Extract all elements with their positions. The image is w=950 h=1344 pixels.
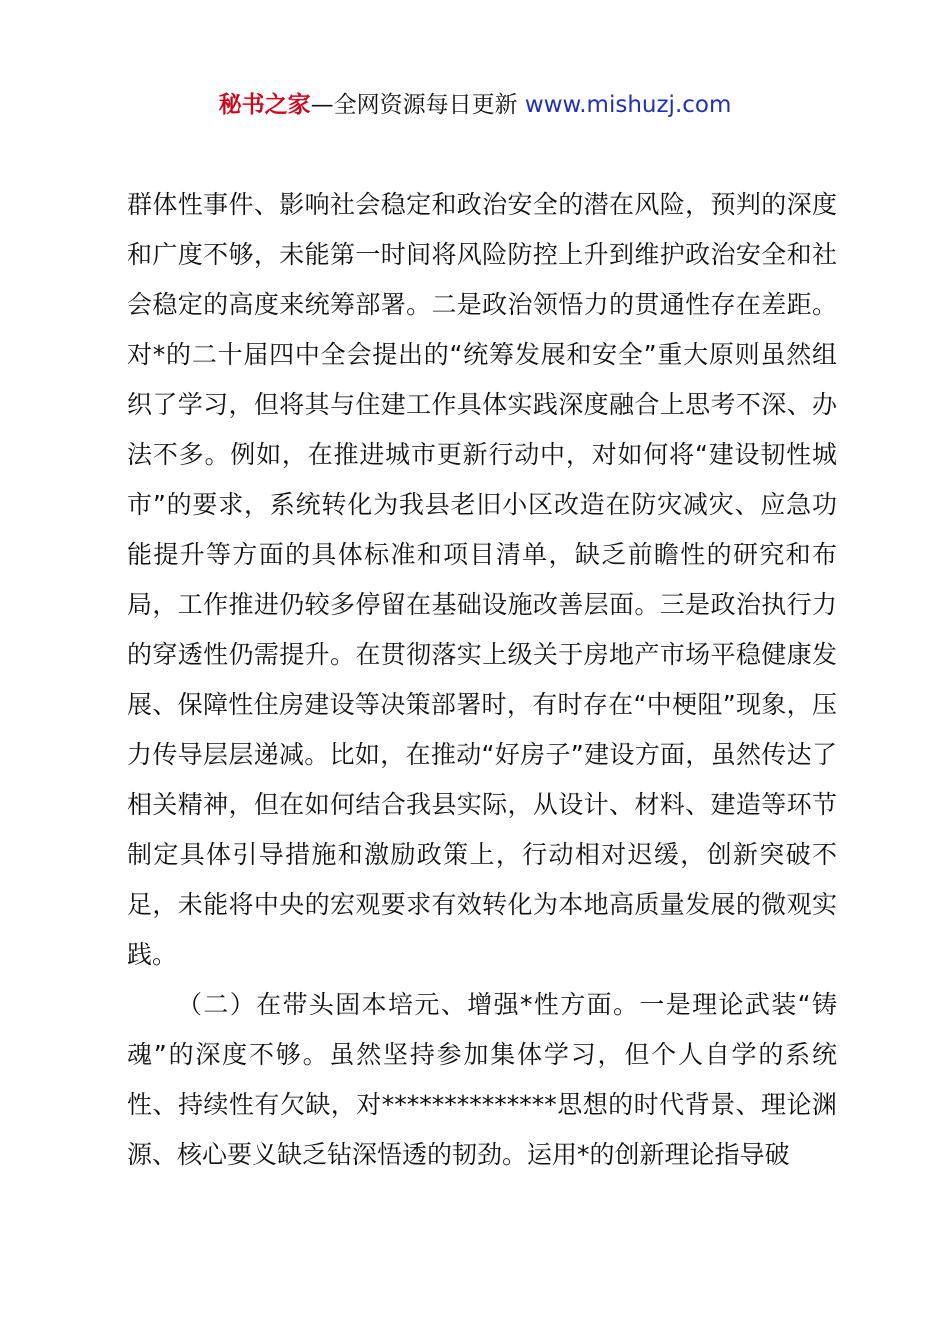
- page-header: [0, 88, 950, 122]
- body-paragraph: （二）在带头固本培元、增强*性方面。一是理论武装“铸魂”的深度不够。虽然坚持参加集体学习，但个人自学的系统性、持续性有欠缺，对**************思想的时代背景、理论渊源、核心要义缺乏钻深悟透的韧劲。运用*的创新理论指导破: [127, 990, 837, 1169]
- header-url[interactable]: www.mishuzj.com: [524, 92, 732, 118]
- brand-name: 秘书之家: [218, 92, 311, 118]
- header-tagline: —全网资源每日更新: [310, 92, 525, 118]
- body-paragraph: 群体性事件、影响社会稳定和政治安全的潜在风险，预判的深度和广度不够，未能第一时间将风险防控上升到维护政治安全和社会稳定的高度来统筹部署。二是政治领悟力的贯通性存在差距。对*的二十届四中全会提出的“统筹发展和安全”重大原则虽然组织了学习，但将其与住建工作具体实践深度融合上思考不深、办法不多。例如，在推进城市更新行动中，对如何将“建设韧性城市”的要求，系统转化为我县老旧小区改造在防灾减灾、应急功能提升等方面的具体标准和项目清单，缺乏前瞻性的研究和布局，工作推进仍较多停留在基础设施改善层面。三是政治执行力的穿透性仍需提升。在贯彻落实上级关于房地产市场平稳健康发展、保障性住房建设等决策部署时，有时存在“中梗阻”现象，压力传导层层递减。比如，在推动“好房子”建设方面，虽然传达了相关精神，但在如何结合我县实际，从设计、材料、建造等环节制定具体引导措施和激励政策上，行动相对迟缓，创新突破不足，未能将中央的宏观要求有效转化为本地高质量发展的微观实践。: [127, 190, 837, 969]
- document-body: [127, 180, 837, 1180]
